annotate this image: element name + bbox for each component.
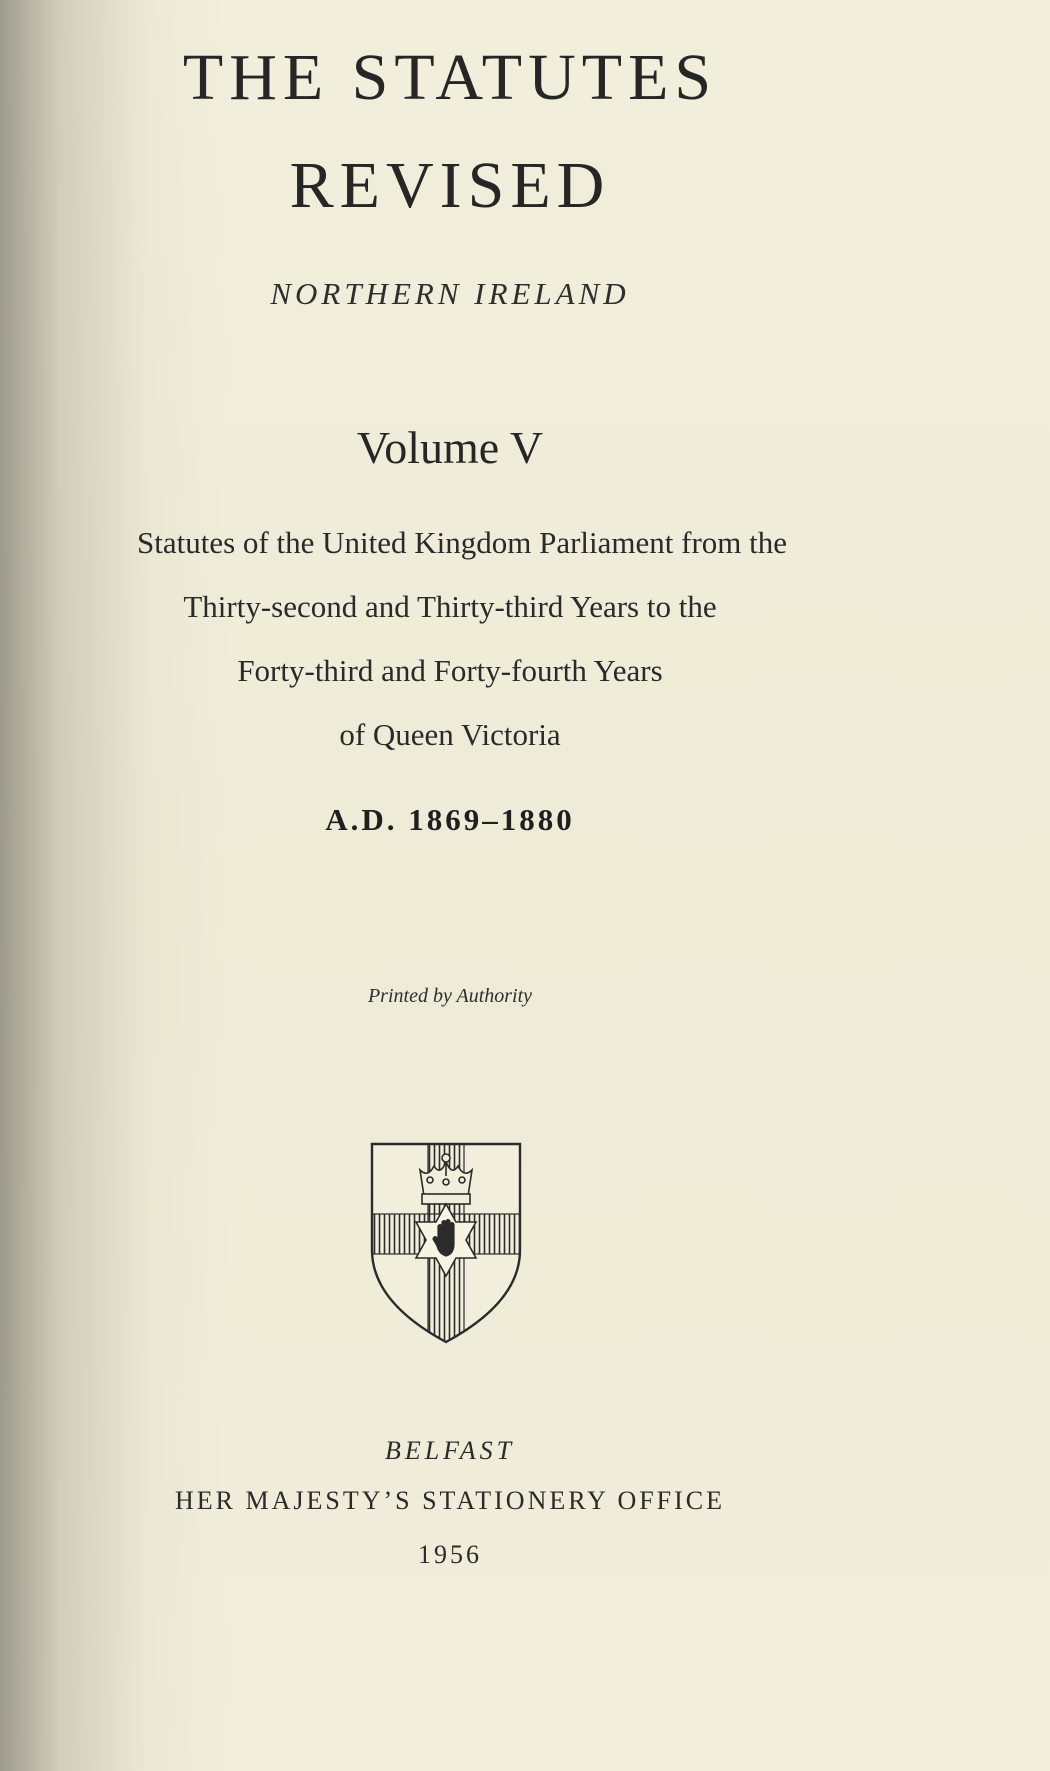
description-line-3: Forty-third and Forty-fourth Years <box>237 653 663 688</box>
imprint-city: BELFAST <box>384 1436 516 1465</box>
imprint-year: 1956 <box>418 1540 482 1569</box>
description-line-1: Statutes of the United Kingdom Parliament from the <box>136 525 788 560</box>
coat-of-arms-shield-icon <box>368 1140 524 1346</box>
title-line-1: THE STATUTES <box>182 41 718 114</box>
title-line-2: REVISED <box>289 149 611 222</box>
imprint-publisher: HER MAJESTY’S STATIONERY OFFICE <box>174 1486 726 1515</box>
date-range: A.D. 1869–1880 <box>325 802 575 837</box>
description-line-4: of Queen Victoria <box>339 717 561 752</box>
printed-by-authority: Printed by Authority <box>367 985 533 1007</box>
volume-number: Volume V <box>356 422 544 473</box>
description-line-2: Thirty-second and Thirty-third Years to the <box>183 589 717 624</box>
subtitle: NORTHERN IRELAND <box>270 276 630 311</box>
